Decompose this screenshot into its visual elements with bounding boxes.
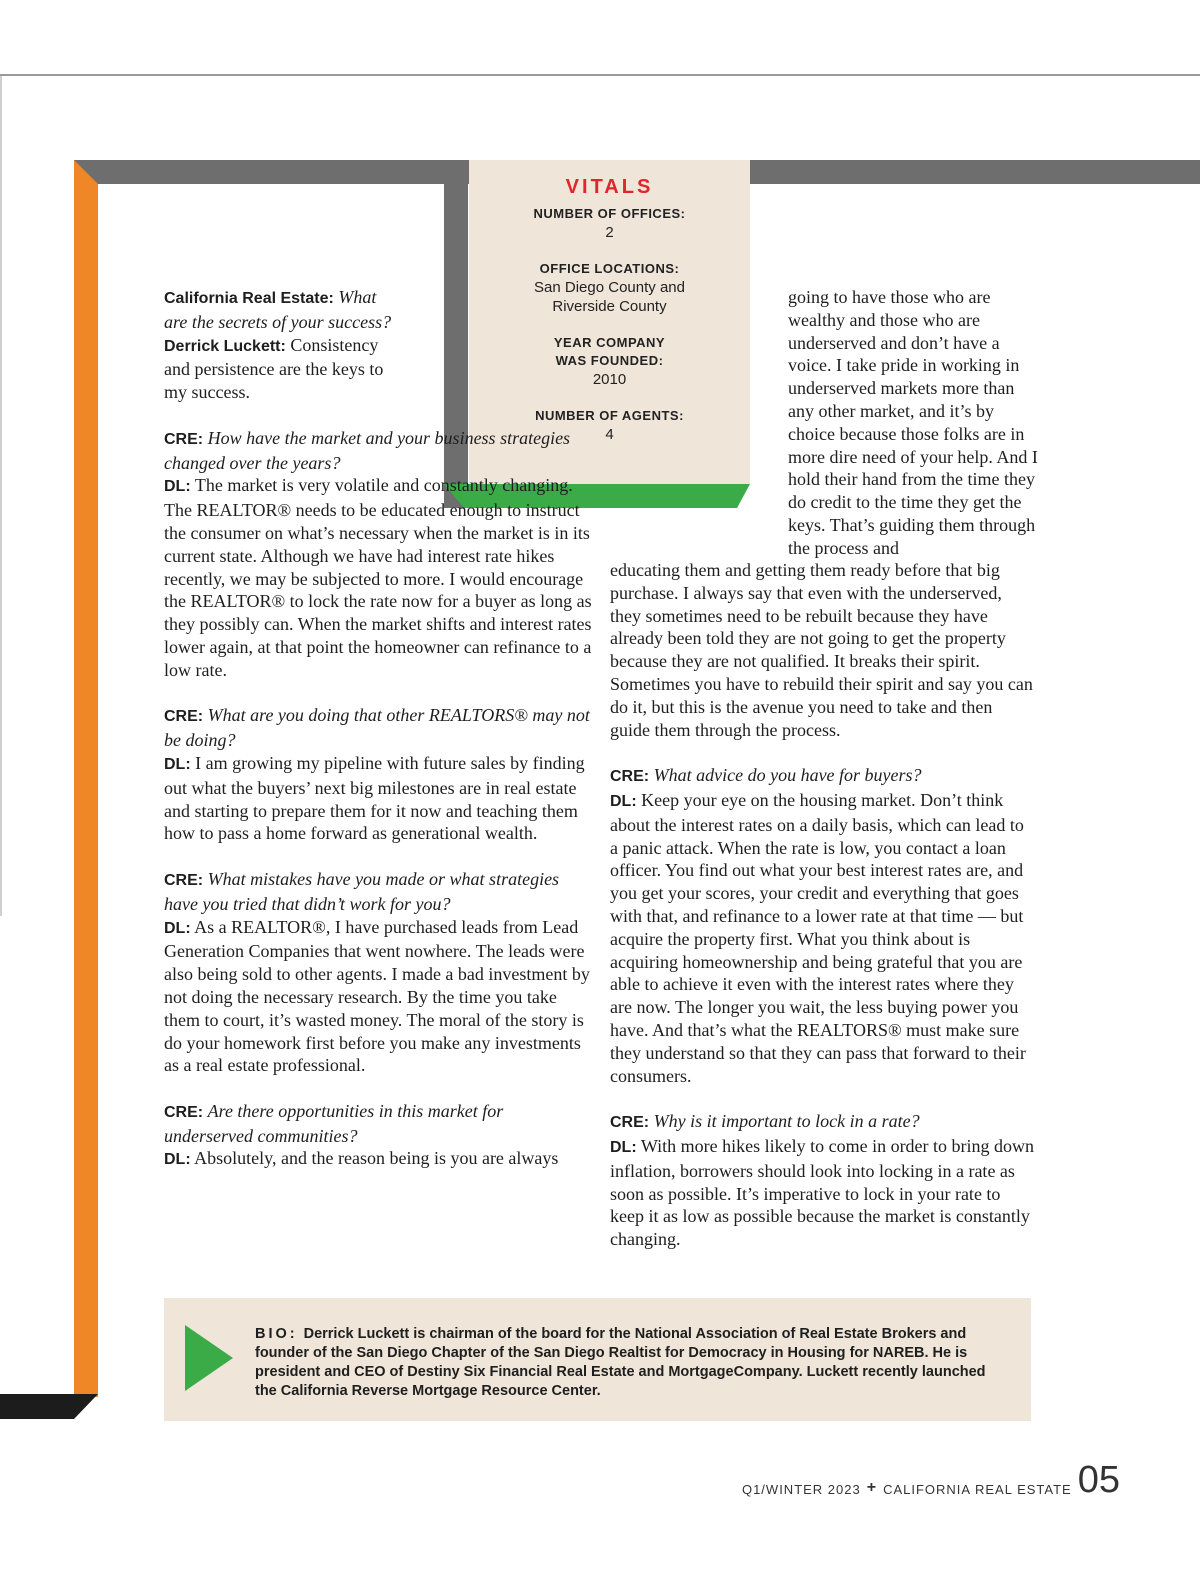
qa-block-7 xyxy=(610,1110,1035,1251)
q3-speaker: CRE: xyxy=(164,708,204,726)
article-column-right xyxy=(610,559,1035,1251)
q4-text: What mistakes have you made or what strategies have you tried that didn’t work for you? xyxy=(164,868,560,914)
gray-frame-bar-left xyxy=(74,160,469,184)
locations-value-line-1: San Diego County and xyxy=(534,279,685,296)
a5-text-start: Absolutely, and the reason being is you are always xyxy=(194,1148,559,1169)
a2-speaker: DL: xyxy=(164,478,191,496)
page-number: 05 xyxy=(1077,1459,1120,1501)
offices-label: NUMBER OF OFFICES: xyxy=(533,206,686,221)
offices-value: 2 xyxy=(605,224,614,241)
agents-value: 4 xyxy=(605,426,614,443)
q5-text: Are there opportunities in this market for underserved communities? xyxy=(164,1100,504,1146)
a5-text-cont-bottom: educating them and getting them ready before that big purchase. I always say that even with the underserved, they sometimes need to be rebuilt because they have already been told they are not going to get the property because they are not qualified. It breaks their spirit. Sometimes you have to rebuild their spirit and say you can do it, but this is the avenue you need to take and then guide them through the process. xyxy=(610,560,1033,740)
a3-text: I am growing my pipeline with future sales by finding out what the buyers’ next big milestones are in real estate and starting to prepare them for it now and teaching them how to pass a home forward as generational wealth. xyxy=(164,752,585,844)
q2-speaker: CRE: xyxy=(164,430,204,448)
founded-label-line-1: YEAR COMPANY xyxy=(553,335,666,350)
q1-speaker: California Real Estate: xyxy=(164,290,334,307)
a3-speaker: DL: xyxy=(164,755,191,773)
a1-speaker: Derrick Luckett: xyxy=(164,337,286,355)
q6-speaker: CRE: xyxy=(610,768,650,786)
qa-block-1 xyxy=(164,286,394,404)
q2-text: How have the market and your business strategies changed over the years? xyxy=(164,427,571,473)
q7-speaker: CRE: xyxy=(610,1114,650,1132)
qa-block-4 xyxy=(164,868,592,1077)
qa-block-5 xyxy=(164,1100,592,1172)
a5-text-cont-top: going to have those who are wealthy and those who are underserved and don’t have a voice. I take pride in working in underserved markets more than any other market, and it’s by choice because those folks are in more dire need of your help. And I hold their hand from the time they do credit to the time they get the keys. That’s guiding them through the process and xyxy=(788,287,1038,558)
q6-text: What advice do you have for buyers? xyxy=(653,765,922,786)
q4-speaker: CRE: xyxy=(164,871,204,889)
a6-speaker: DL: xyxy=(610,792,637,810)
qa-block-6 xyxy=(610,764,1035,1087)
article-column-left xyxy=(164,286,592,1172)
agents-label: NUMBER OF AGENTS: xyxy=(535,408,684,423)
top-rule xyxy=(0,74,1200,76)
q7-text: Why is it important to lock in a rate? xyxy=(653,1111,920,1132)
a7-text: With more hikes likely to come in order to bring down inflation, borrowers should look into locking in a rate as soon as possible. It’s imperative to lock in your rate to keep it as low as possible because the market is constantly changing. xyxy=(610,1135,1035,1250)
qa-block-2 xyxy=(164,427,592,682)
footer-publication: CALIFORNIA REAL ESTATE xyxy=(883,1482,1072,1497)
bio-text: Derrick Luckett is chairman of the board for the National Association of Real Estate Brokers and founder of the San Diego Chapter of the San Diego Realtist for Democracy in Housing for NAREB. He is president and CEO of Destiny Six Financial Real Estate and MortgageCompany. Luckett recently launched the California Reverse Mortgage Resource Center. xyxy=(255,1326,986,1399)
q3-text: What are you doing that other REALTORS® may not be doing? xyxy=(164,705,590,751)
a6-text: Keep your eye on the housing market. Don’t think about the interest rates on a daily basis, which can lead to a panic attack. When the rate is low, you contact a loan officer. You find out what your best interest rates are, and you get your scores, your credit and everything that goes with that, and refinance to a lower rate at that time — but acquire the property first. What you think about is acquiring homeownership and being grateful that you are able to achieve it even with the interest rates where they are now. The longer you wait, the less buying power you have. And that’s what the REALTORS® must make sure they understand so that they can pass that forward to their consumers. xyxy=(610,789,1026,1086)
founded-value: 2010 xyxy=(592,371,627,388)
footer-separator: + xyxy=(866,1479,878,1496)
black-frame-bar xyxy=(0,1394,98,1419)
locations-value-line-2: Riverside County xyxy=(552,298,667,315)
qa-block-3 xyxy=(164,704,592,845)
a4-text: As a REALTOR®, I have purchased leads from Lead Generation Companies that went nowhere. The leads were also being sold to other agents. I made a bad investment by not doing the necessary research. By the time you take them to court, it’s wasted money. The moral of the story is do your homework first before you make any investments as a real estate professional. xyxy=(164,916,590,1076)
founded-label-line-2: WAS FOUNDED: xyxy=(555,353,664,368)
a5-speaker: DL: xyxy=(164,1151,191,1169)
a4-speaker: DL: xyxy=(164,919,191,937)
footer-issue: Q1/WINTER 2023 xyxy=(741,1482,861,1497)
q5-speaker: CRE: xyxy=(164,1103,204,1121)
page-footer xyxy=(741,1459,1120,1501)
article-column-right-top xyxy=(788,286,1038,560)
a1-text: Consistency and persistence are the keys to my success. xyxy=(164,334,384,403)
left-rule xyxy=(0,76,2,916)
bio-text-block xyxy=(255,1325,1005,1401)
a2-text: The market is very volatile and constantly changing. The REALTOR® needs to be educated enough to instruct the consumer on what’s necessary when the market is in its current state. Although we have had interest rate hikes recently, we may be subjected to more. I would encourage the REALTOR® to lock the rate now for a buyer as long as they possibly can. When the market shifts and interest rates lower again, at that point the homeowner can refinance to a low rate. xyxy=(164,475,592,680)
orange-frame-bar xyxy=(74,160,98,1397)
vitals-title: VITALS xyxy=(565,176,654,198)
a7-speaker: DL: xyxy=(610,1138,637,1156)
q1-text: What are the secrets of your success? xyxy=(164,287,392,332)
locations-label: OFFICE LOCATIONS: xyxy=(539,261,680,276)
gray-frame-bar-right xyxy=(750,160,1200,184)
bio-label: BIO: xyxy=(255,1326,298,1342)
